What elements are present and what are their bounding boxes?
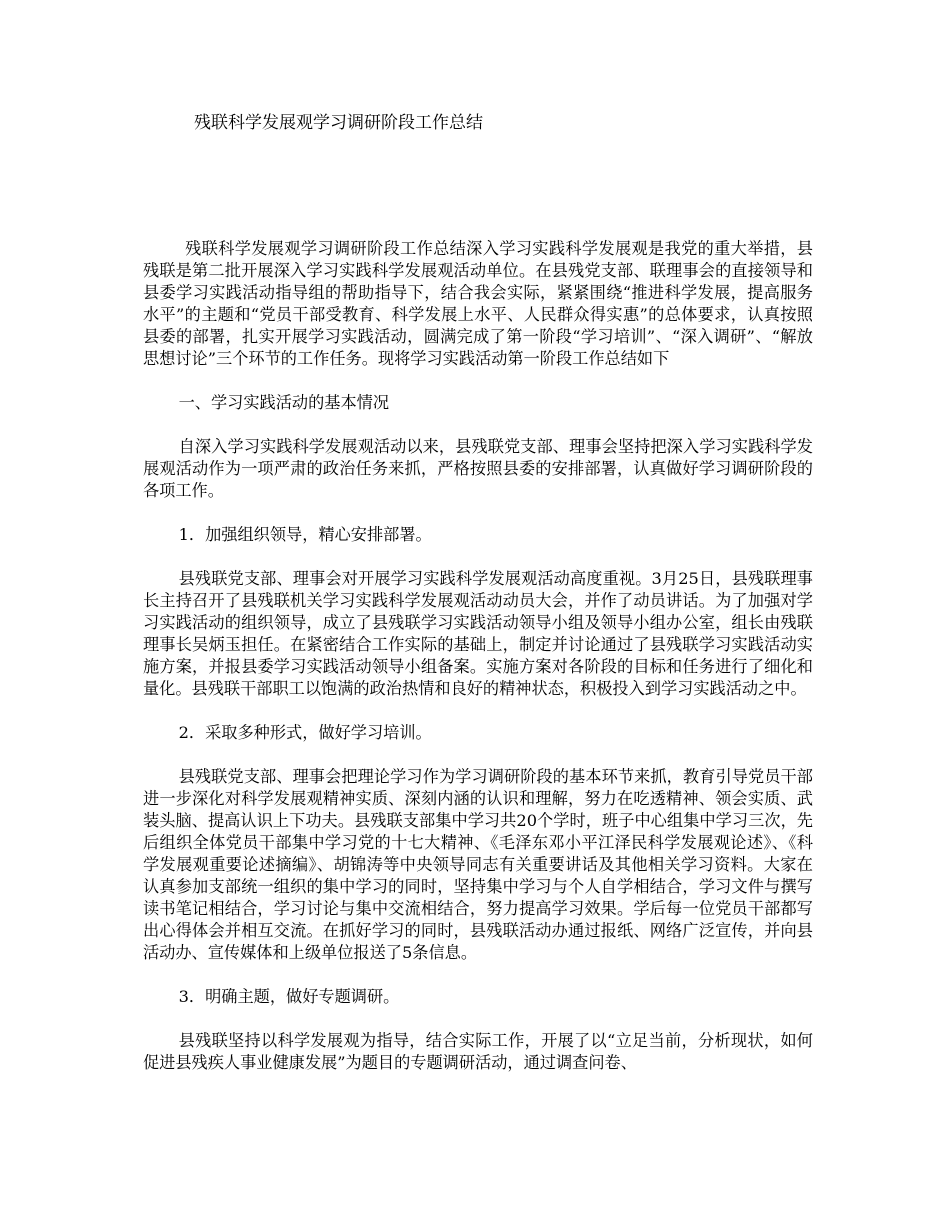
- subsection-1-paragraph: 县残联党支部、理事会对开展学习实践科学发展观活动高度重视。3月25日，县残联理事长主持召开了县残联机关学习实践科学发展观活动动员大会，并作了动员讲话。为了加强对学习实践活动的组织领导，成立了县残联学习实践活动领导小组及领导小组办公室，组长由残联理事长吴炳玉担任。在紧密结合工作实际的基础上，制定并讨论通过了县残联学习实践活动实施方案，并报县委学习实践活动领导小组备案。实施方案对各阶段的目标和任务进行了细化和量化。县残联干部职工以饱满的政治热情和良好的精神状态，积极投入到学习实践活动之中。: [143, 569, 813, 698]
- subheading-2: 2．采取多种形式，做好学习培训。: [178, 723, 432, 742]
- document-body: [143, 238, 813, 1096]
- subsection-3-paragraph: 县残联坚持以科学发展观为指导，结合实际工作，开展了以“立足当前，分析现状，如何促进县残疾人事业健康发展”为题目的专题调研活动，通过调查问卷、: [143, 1031, 813, 1072]
- section-1-paragraph: 自深入学习实践科学发展观活动以来，县残联党支部、理事会坚持把深入学习实践科学发展观活动作为一项严肃的政治任务来抓，严格按照县委的安排部署，认真做好学习调研阶段的各项工作。: [143, 437, 813, 500]
- subheading-3: 3．明确主题，做好专题调研。: [178, 987, 400, 1006]
- section-heading-1: 一、学习实践活动的基本情况: [178, 393, 390, 412]
- subheading-1: 1．加强组织领导，精心安排部署。: [178, 525, 432, 544]
- subsection-2-paragraph: 县残联党支部、理事会把理论学习作为学习调研阶段的基本环节来抓，教育引导党员干部进一步深化对科学发展观精神实质、深刻内涵的认识和理解，努力在吃透精神、领会实质、武装头脑、提高认识上下功夫。县残联支部集中学习共20个学时，班子中心组集中学习三次，先后组织全体党员干部集中学习党的十七大精神、《毛泽东邓小平江泽民科学发展观论述》、《科学发展观重要论述摘编》、胡锦涛等中央领导同志有关重要讲话及其他相关学习资料。大家在认真参加支部统一组织的集中学习的同时，坚持集中学习与个人自学相结合，学习文件与撰写读书笔记相结合，学习讨论与集中交流相结合，努力提高学习效果。学后每一位党员干部都写出心得体会并相互交流。在抓好学习的同时，县残联活动办通过报纸、网络广泛宣传，并向县活动办、宣传媒体和上级单位报送了5条信息。: [143, 767, 813, 962]
- intro-paragraph: 残联科学发展观学习调研阶段工作总结深入学习实践科学发展观是我党的重大举措，县残联是第二批开展深入学习实践科学发展观活动单位。在县残党支部、联理事会的直接领导和县委学习实践活动指导组的帮助指导下，结合我会实际，紧紧围绕“推进科学发展，提高服务水平”的主题和“党员干部受教育、科学发展上水平、人民群众得实惠”的总体要求，认真按照县委的部署，扎实开展学习实践活动，圆满完成了第一阶段“学习培训”、“深入调研”、“解放思想讨论”三个环节的工作任务。现将学习实践活动第一阶段工作总结如下: [143, 239, 813, 368]
- document-title: 残联科学发展观学习调研阶段工作总结: [194, 113, 483, 133]
